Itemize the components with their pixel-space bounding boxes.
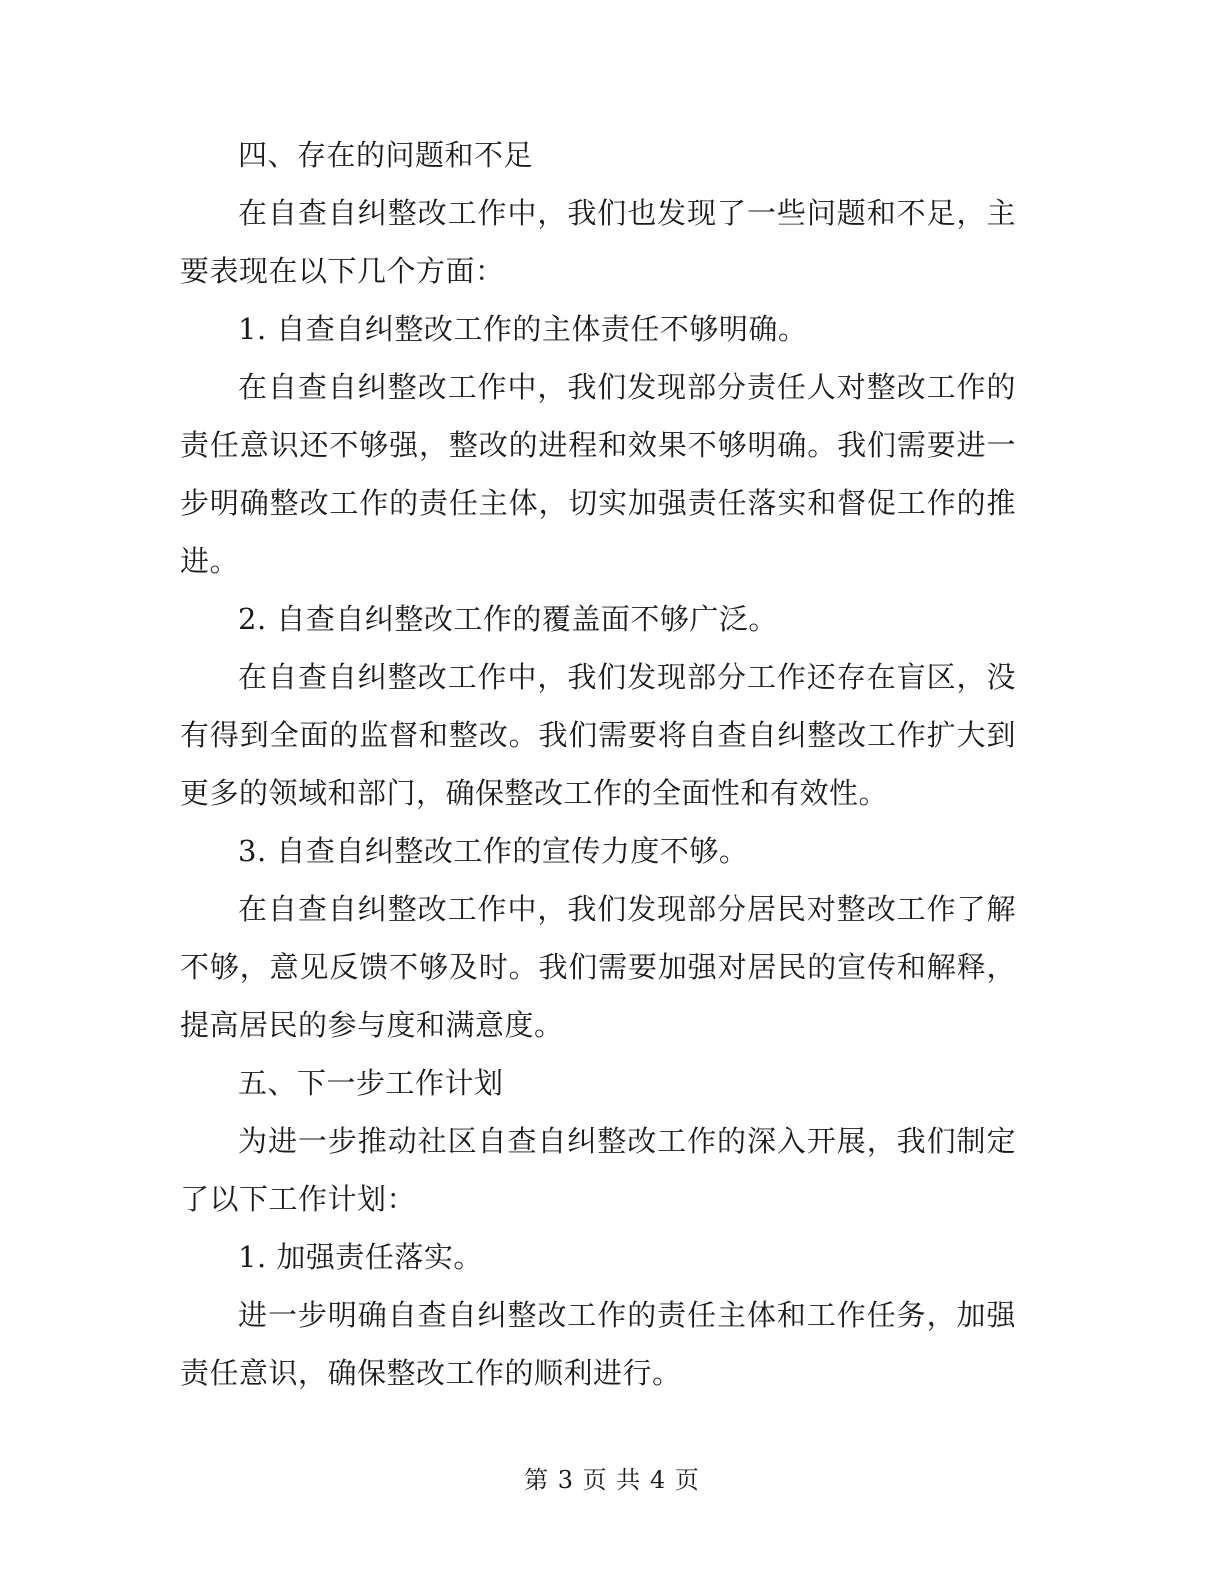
list-item-heading: 1. 自查自纠整改工作的主体责任不够明确。 bbox=[238, 312, 808, 346]
list-item-heading: 3. 自查自纠整改工作的宣传力度不够。 bbox=[238, 834, 749, 868]
section-heading-next-plan: 五、下一步工作计划 bbox=[238, 1066, 504, 1100]
section-heading-problems: 四、存在的问题和不足 bbox=[238, 138, 534, 172]
paragraph: 在自查自纠整改工作中，我们发现部分工作还存在盲区，没有得到全面的监督和整改。我们需要将自查自纠整改工作扩大到更多的领域和部门，确保整改工作的全面性和有效性。 bbox=[180, 660, 1016, 810]
paragraph: 在自查自纠整改工作中，我们发现部分居民对整改工作了解不够，意见反馈不够及时。我们需要加强对居民的宣传和解释，提高居民的参与度和满意度。 bbox=[180, 892, 1016, 1042]
list-item-heading: 1. 加强责任落实。 bbox=[238, 1240, 483, 1274]
paragraph: 为进一步推动社区自查自纠整改工作的深入开展，我们制定了以下工作计划： bbox=[180, 1124, 1016, 1216]
page-number-footer: 第 3 页 共 4 页 bbox=[524, 1466, 700, 1494]
paragraph: 在自查自纠整改工作中，我们发现部分责任人对整改工作的责任意识还不够强，整改的进程和效果不够明确。我们需要进一步明确整改工作的责任主体，切实加强责任落实和督促工作的推进。 bbox=[180, 370, 1016, 578]
paragraph: 在自查自纠整改工作中，我们也发现了一些问题和不足，主要表现在以下几个方面： bbox=[180, 196, 1016, 288]
list-item-heading: 2. 自查自纠整改工作的覆盖面不够广泛。 bbox=[238, 602, 778, 636]
paragraph: 进一步明确自查自纠整改工作的责任主体和工作任务，加强责任意识，确保整改工作的顺利进行。 bbox=[180, 1298, 1016, 1390]
document-body bbox=[180, 126, 1016, 1402]
